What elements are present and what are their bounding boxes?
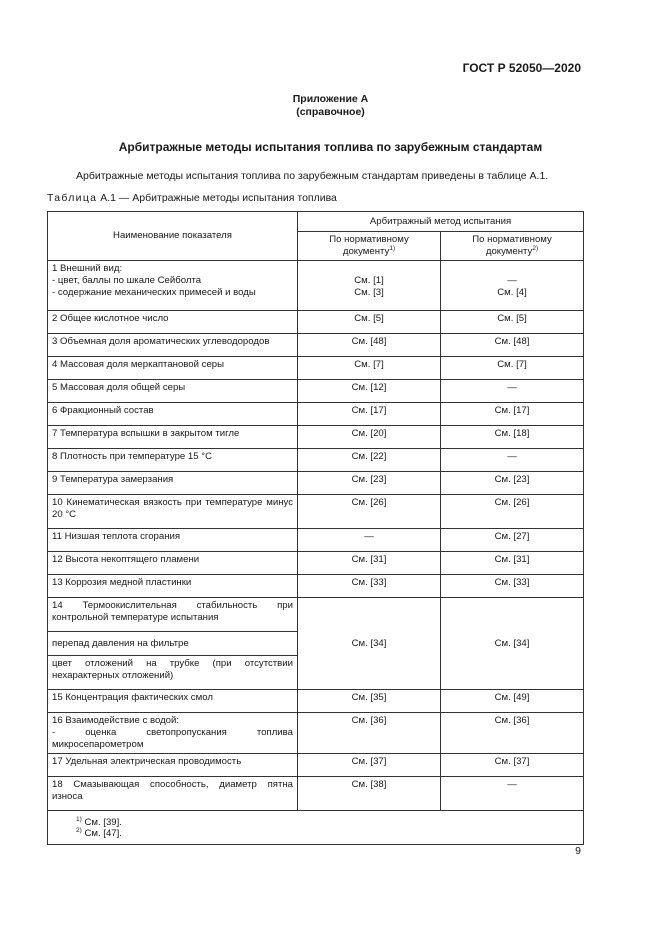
table-row [48, 552, 584, 575]
method2-cell: См. [17] [441, 403, 584, 426]
header-doc1-label: По нормативному документу [329, 234, 409, 257]
method1-cell: См. [5] [298, 311, 441, 334]
footnote-mark: 2) [76, 827, 82, 834]
footnote-text: См. [47]. [84, 828, 122, 839]
table-row [48, 261, 584, 311]
method1-cell: См. [37] [298, 754, 441, 777]
table-row [48, 426, 584, 449]
method1-cell: См. [17] [298, 403, 441, 426]
indicator-cell: 12 Высота некоптящего пламени [48, 552, 298, 575]
table-row [48, 529, 584, 552]
table-row [48, 598, 584, 632]
method1-cell: См. [31] [298, 552, 441, 575]
table-row [48, 713, 584, 754]
method2-cell: См. [5] [441, 311, 584, 334]
table-row [48, 380, 584, 403]
indicator-cell: 9 Температура замерзания [48, 472, 298, 495]
method1-cell: См. [26] [298, 495, 441, 529]
method1-cell: См. [34] [298, 598, 441, 690]
footnotes-cell [48, 811, 584, 845]
method2-cell: См. [36] [441, 713, 584, 754]
fuel-methods-table [47, 211, 584, 845]
indicator-cell: 14 Термоокислительная стабильность при контрольной температуре испытания [48, 598, 298, 632]
footnote [76, 828, 579, 839]
intro-paragraph: Арбитражные методы испытания топлива по зарубежным стандартам приведены в таблице А.1. [76, 170, 549, 182]
table-row [48, 334, 584, 357]
table-row [48, 754, 584, 777]
indicator-cell: 10 Кинематическая вязкость при температуре минус 20 °С [48, 495, 298, 529]
table-row [48, 472, 584, 495]
indicator-subcell: перепад давления на фильтре [48, 632, 298, 656]
table-row [48, 690, 584, 713]
method1-cell: См. [23] [298, 472, 441, 495]
table-caption-text: А.1 — Арбитражные методы испытания топлива [100, 192, 337, 204]
table-row [48, 357, 584, 380]
indicator-subcell: цвет отложений на трубке (при отсутствии нехарактерных отложений) [48, 656, 298, 690]
method1-cell: — [298, 529, 441, 552]
method1-cell: См. [12] [298, 380, 441, 403]
table-row [48, 449, 584, 472]
method2-cell: — [441, 777, 584, 811]
table-row [48, 495, 584, 529]
indicator-cell: 18 Смазывающая способность, диаметр пятна износа [48, 777, 298, 811]
method1-cell: См. [48] [298, 334, 441, 357]
method1-cell: См. [7] [298, 357, 441, 380]
header-doc1 [298, 232, 441, 261]
indicator-cell: 4 Массовая доля меркаптановой серы [48, 357, 298, 380]
indicator-cell: 17 Удельная электрическая проводимость [48, 754, 298, 777]
method2-cell: См. [26] [441, 495, 584, 529]
header-doc2-sup: 2) [532, 245, 539, 252]
footnote [76, 817, 579, 828]
header-doc1-sup: 1) [389, 245, 396, 252]
method1-cell: См. [1] См. [3] [298, 261, 441, 311]
indicator-cell: 7 Температура вспышки в закрытом тигле [48, 426, 298, 449]
method2-cell: См. [37] [441, 754, 584, 777]
indicator-cell: 1 Внешний вид: - цвет, баллы по шкале Сейболта - содержание механических примесей и воды [48, 261, 298, 311]
table-caption [47, 192, 337, 204]
indicator-cell: 2 Общее кислотное число [48, 311, 298, 334]
method2-cell: См. [7] [441, 357, 584, 380]
method2-cell: См. [49] [441, 690, 584, 713]
method1-cell: См. [35] [298, 690, 441, 713]
header-doc2-label: По нормативному документу [472, 234, 552, 257]
header-method-group: Арбитражный метод испытания [298, 212, 584, 232]
indicator-cell: 3 Объемная доля ароматических углеводородов [48, 334, 298, 357]
method1-cell: См. [33] [298, 575, 441, 598]
method2-cell: См. [34] [441, 598, 584, 690]
method2-cell: — [441, 449, 584, 472]
method2-cell: См. [33] [441, 575, 584, 598]
indicator-cell: 15 Концентрация фактических смол [48, 690, 298, 713]
standard-number: ГОСТ Р 52050—2020 [462, 61, 581, 75]
indicator-cell: 13 Коррозия медной пластинки [48, 575, 298, 598]
table-row [48, 777, 584, 811]
method2-cell: См. [18] [441, 426, 584, 449]
method2-cell: См. [31] [441, 552, 584, 575]
method2-cell: См. [27] [441, 529, 584, 552]
footnote-mark: 1) [76, 816, 82, 823]
indicator-cell: 8 Плотность при температуре 15 °С [48, 449, 298, 472]
indicator-cell: 5 Массовая доля общей серы [48, 380, 298, 403]
method2-cell: См. [23] [441, 472, 584, 495]
method1-cell: См. [38] [298, 777, 441, 811]
table-row [48, 575, 584, 598]
method1-cell: См. [22] [298, 449, 441, 472]
footnote-text: См. [39]. [84, 817, 122, 828]
method1-cell: См. [36] [298, 713, 441, 754]
indicator-cell: 6 Фракционный состав [48, 403, 298, 426]
footnotes-row [48, 811, 584, 845]
header-doc2 [441, 232, 584, 261]
header-indicator: Наименование показателя [48, 212, 298, 261]
method1-cell: См. [20] [298, 426, 441, 449]
annex-type: (справочное) [296, 106, 365, 118]
indicator-cell: 11 Низшая теплота сгорания [48, 529, 298, 552]
method2-cell: См. [48] [441, 334, 584, 357]
method2-cell: — [441, 380, 584, 403]
method2-cell: — См. [4] [441, 261, 584, 311]
table-row [48, 311, 584, 334]
page-number: 9 [575, 845, 581, 857]
annex-title: Приложение А [292, 93, 369, 105]
indicator-cell: 16 Взаимодействие с водой: - оценка светопропускания топлива микросепарометром [48, 713, 298, 754]
table-caption-prefix: Таблица [47, 192, 98, 204]
document-title: Арбитражные методы испытания топлива по зарубежным стандартам [118, 140, 543, 154]
table-row [48, 403, 584, 426]
